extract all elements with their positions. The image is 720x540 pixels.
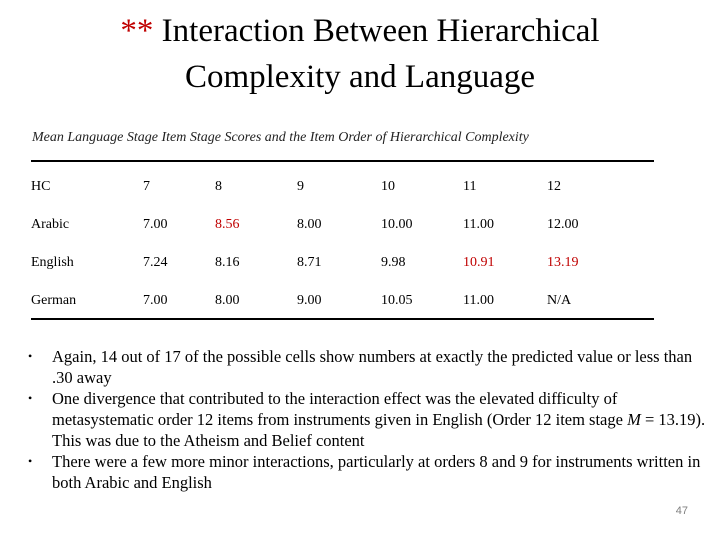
header-cell: 12	[547, 179, 561, 194]
row-label: Arabic	[31, 217, 70, 232]
bullet-item	[28, 388, 708, 451]
table-cell: 8.16	[215, 255, 240, 270]
scores-table	[31, 168, 654, 320]
mean-symbol: M	[627, 410, 641, 429]
table-cell: 8.00	[297, 217, 322, 232]
row-label: English	[31, 255, 74, 270]
bullet-text-part: One divergence that contributed to the interaction effect was the elevated difficulty of metasystematic order 12 items from instruments given in English (Order 12 item stage	[52, 389, 628, 429]
table-cell: N/A	[547, 293, 572, 308]
table-cell: 7.24	[143, 255, 168, 270]
table-cell-highlighted: 10.91	[463, 255, 495, 270]
table-caption: Mean Language Stage Item Stage Scores and the Item Order of Hierarchical Complexity	[32, 130, 529, 145]
bullet-text-part: = 13.19). This was due to the Atheism and Belief content	[52, 410, 706, 450]
table-row	[31, 282, 654, 320]
page-number: 47	[675, 505, 688, 517]
row-label: German	[31, 293, 77, 308]
table-cell: 8.00	[215, 293, 240, 308]
table-cell: 10.00	[381, 217, 413, 232]
bullet-text: Again, 14 out of 17 of the possible cells show numbers at exactly the predicted value or less than .30 away	[52, 347, 693, 387]
table-header-row	[31, 168, 654, 206]
header-cell: 11	[463, 179, 477, 194]
table-cell-highlighted: 13.19	[547, 255, 579, 270]
slide-title	[0, 8, 720, 100]
header-cell: HC	[31, 179, 51, 194]
table-cell: 9.00	[297, 293, 322, 308]
table-bottom-rule	[31, 318, 654, 320]
table-cell: 7.00	[143, 217, 168, 232]
title-line-1	[0, 8, 720, 54]
title-text-1: Interaction Between Hierarchical	[161, 13, 600, 49]
header-cell: 9	[297, 179, 304, 194]
table-cell: 11.00	[463, 217, 494, 232]
table-cell: 11.00	[463, 293, 494, 308]
bullet-text	[52, 388, 708, 451]
table-cell: 8.71	[297, 255, 322, 270]
table-cell: 12.00	[547, 217, 579, 232]
bullet-text: There were a few more minor interactions, particularly at orders 8 and 9 for instruments written in both Arabic and English	[52, 452, 701, 492]
bullet-item	[28, 451, 708, 493]
header-cell: 10	[381, 179, 395, 194]
table-cell-highlighted: 8.56	[215, 217, 240, 232]
table-row	[31, 244, 654, 282]
bullet-marker: •	[28, 391, 33, 405]
table-cell: 7.00	[143, 293, 168, 308]
table-cell: 10.05	[381, 293, 413, 308]
header-cell: 7	[143, 179, 150, 194]
bullet-list	[28, 346, 708, 493]
title-line-2: Complexity and Language	[184, 59, 536, 95]
bullet-item	[28, 346, 708, 388]
table-cell: 9.98	[381, 255, 406, 270]
table-row	[31, 206, 654, 244]
bullet-marker: •	[28, 454, 33, 468]
table-top-rule	[31, 160, 654, 162]
title-asterisks: **	[120, 13, 154, 49]
header-cell: 8	[215, 179, 222, 194]
bullet-marker: •	[28, 349, 33, 363]
